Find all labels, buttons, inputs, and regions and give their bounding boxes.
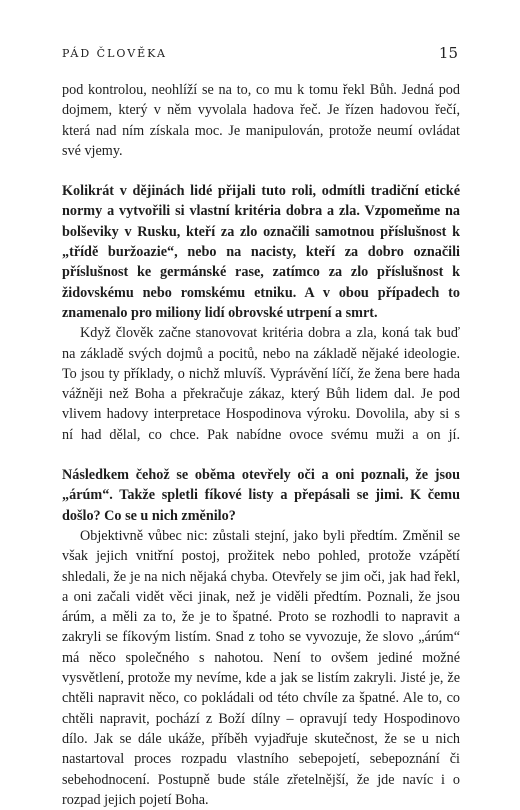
- body-text: [62, 80, 460, 810]
- paragraph-4-question: Následkem čehož se oběma otevřely oči a oni poznali, že jsou „árúm“. Takže spletli fíkové listy a přepásali se jimi. K čemu došlo? Co se u nich změnilo?: [62, 467, 460, 524]
- paragraph-1: pod kontrolou, neohlíží se na to, co mu k tomu řekl Bůh. Jedná pod dojmem, který v něm vyvolala hadova řeč. Je řízen hadovou řečí, která nad ním získala moc. Je manipulován, protože neumí ovládat své vjemy.: [62, 82, 460, 159]
- paragraph-2-question: Kolikrát v dějinách lidé přijali tuto roli, odmítli tradiční etické normy a vytvořili si vlastní kritéria dobra a zla. Vzpomeňme na bolševiky v Rusku, kteří za zlo označili samotnou příslušnost k „třídě buržoazie“, nebo na nacisty, kteří za dobro označili příslušnost ke germánské rase, zatímco za zlo příslušnost k židovskému nebo romskému etniku. A v obou případech to znamenalo pro miliony lidí obrovské utrpení a smrt.: [62, 183, 460, 321]
- running-head: PÁD ČLOVĚKA: [62, 47, 167, 60]
- page-header: [62, 44, 458, 64]
- page-number: 15: [438, 44, 458, 62]
- paragraph-5: Objektivně vůbec nic: zůstali stejní, jako byli předtím. Změnil se však jejich vnitřní postoj, prožitek nebo pohled, protože vzápětí shledali, že je na nich nějaká chyba. Otevřely se jim oči, jak had řekl, a oni začali vidět věci jinak, než je viděli předtím. Poznali, že jsou árúm, a měli za to, že je to špatné. Proto se rozhodli to napravit a zakryli se fíkovým listím. Snad z toho se vyvozuje, že slovo „árúm“ má něco společného s nahotou. Není to ovšem jediné možné vysvětlení, protože my nevíme, kde a jak se listím zakryli. Jisté je, že chtěli napravit něco, co pokládali od této chvíle za špatné. Ale to, co chtěli napravit, pochází z Boží dílny – opravují tedy Hospodinovo dílo. Jak se dále ukáže, příběh vyjadřuje skutečnost, že se u nich nastartoval proces rozpadu vlastního sebepojetí, sebepoznání či sebehodnocení. Postupně bude stále zřetelnější, že jde navíc i o rozpad jejich pojetí Boha.: [62, 527, 460, 808]
- paragraph-3: Když člověk začne stanovovat kritéria dobra a zla, koná tak buď na základě svých dojmů a pocitů, nebo na základě nějaké ideologie. To jsou ty příklady, o nichž mluvíš. Vyprávění líčí, že žena bere hada vážněji než Boha a překračuje zákaz, který Bůh lidem dal. Je pod vlivem hadovy interpretace Hospodinova výroku. Dovolila, aby si s ní had dělal, co chce. Pak nabídne ovoce svému muži a on jí.: [62, 325, 460, 443]
